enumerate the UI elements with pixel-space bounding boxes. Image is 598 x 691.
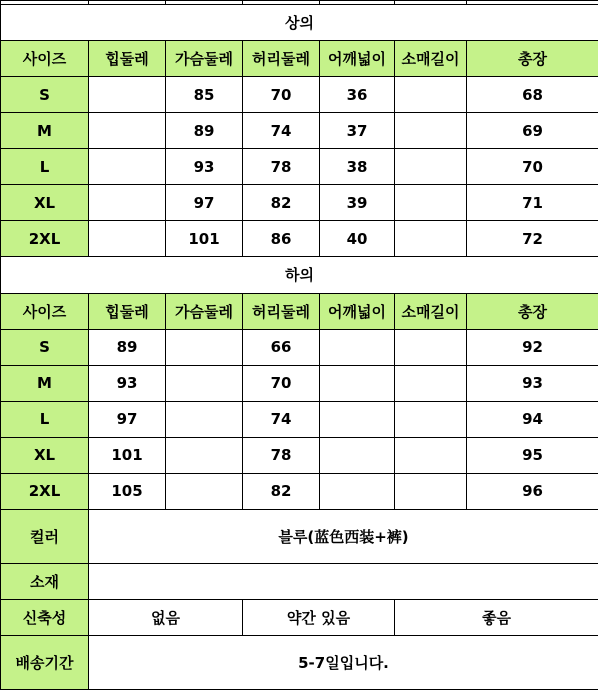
measurement-cell: 72 [467,221,598,257]
top-section-row [1,5,598,41]
measurement-cell: 93 [89,365,166,401]
measurement-cell [89,221,166,257]
measurement-cell: 36 [320,77,395,113]
measurement-cell [395,185,467,221]
measurement-cell: 40 [320,221,395,257]
measurement-cell: 70 [243,365,320,401]
measurement-cell: 105 [89,473,166,509]
measurement-cell [395,401,467,437]
delivery-value: 5-7일입니다. [89,635,598,689]
measurement-cell: 101 [89,437,166,473]
measurement-cell: 66 [243,329,320,365]
bottom-table [0,257,598,690]
top-header-cell: 총장 [467,41,598,77]
material-label: 소재 [1,563,89,599]
bottom-header-cell: 어깨넓이 [320,293,395,329]
measurement-cell: 38 [320,149,395,185]
size-label-cell: S [1,77,89,113]
measurement-cell: 70 [243,77,320,113]
size-label-cell: 2XL [1,473,89,509]
top-header-row [1,41,598,77]
bottom-header-cell: 힙둘레 [89,293,166,329]
color-row [1,509,598,563]
measurement-cell: 97 [89,401,166,437]
measurement-cell [395,149,467,185]
top-size-row [1,221,598,257]
measurement-cell: 96 [467,473,598,509]
bottom-size-row [1,365,598,401]
bottom-header-cell: 가슴둘레 [166,293,243,329]
measurement-cell [395,77,467,113]
measurement-cell: 95 [467,437,598,473]
bottom-header-cell: 사이즈 [1,293,89,329]
top-size-row [1,149,598,185]
measurement-cell [89,77,166,113]
delivery-label: 배송기간 [1,635,89,689]
measurement-cell [320,401,395,437]
measurement-cell: 101 [166,221,243,257]
color-label: 컬러 [1,509,89,563]
measurement-cell: 68 [467,77,598,113]
measurement-cell [89,185,166,221]
measurement-cell [395,113,467,149]
measurement-cell [166,473,243,509]
measurement-cell: 37 [320,113,395,149]
stretch-row [1,599,598,635]
bottom-size-row [1,329,598,365]
size-label-cell: XL [1,437,89,473]
measurement-cell: 97 [166,185,243,221]
top-header-cell: 허리둘레 [243,41,320,77]
stretch-label: 신축성 [1,599,89,635]
measurement-cell [166,365,243,401]
size-label-cell: S [1,329,89,365]
measurement-cell [320,437,395,473]
measurement-cell: 78 [243,437,320,473]
measurement-cell [395,437,467,473]
measurement-cell: 92 [467,329,598,365]
measurement-cell [320,365,395,401]
measurement-cell [395,329,467,365]
bottom-size-row [1,401,598,437]
measurement-cell: 78 [243,149,320,185]
measurement-cell: 69 [467,113,598,149]
measurement-cell [320,473,395,509]
measurement-cell [166,401,243,437]
measurement-cell: 70 [467,149,598,185]
measurement-cell: 74 [243,113,320,149]
measurement-cell [89,149,166,185]
size-table [0,0,598,257]
measurement-cell: 74 [243,401,320,437]
measurement-cell: 86 [243,221,320,257]
measurement-cell: 82 [243,185,320,221]
bottom-size-row [1,437,598,473]
material-row [1,563,598,599]
bottom-header-cell: 허리둘레 [243,293,320,329]
measurement-cell: 89 [166,113,243,149]
size-label-cell: L [1,401,89,437]
stretch-option-good: 좋음 [395,599,598,635]
color-value: 블루(蓝色西装+裤) [89,509,598,563]
bottom-section-row [1,257,598,293]
measurement-cell: 93 [467,365,598,401]
top-header-cell: 어깨넓이 [320,41,395,77]
top-size-row [1,77,598,113]
bottom-section-title: 하의 [1,257,598,293]
measurement-cell [395,473,467,509]
bottom-header-cell: 총장 [467,293,598,329]
top-section-title: 상의 [1,5,598,41]
top-header-cell: 가슴둘레 [166,41,243,77]
top-header-cell: 소매길이 [395,41,467,77]
size-label-cell: 2XL [1,221,89,257]
top-size-row [1,185,598,221]
top-header-cell: 힙둘레 [89,41,166,77]
bottom-header-row [1,293,598,329]
size-label-cell: M [1,113,89,149]
measurement-cell: 89 [89,329,166,365]
bottom-size-row [1,473,598,509]
material-value [89,563,598,599]
measurement-cell: 82 [243,473,320,509]
measurement-cell [320,329,395,365]
measurement-cell: 39 [320,185,395,221]
measurement-cell [395,365,467,401]
size-label-cell: M [1,365,89,401]
stretch-option-none: 없음 [89,599,243,635]
top-size-row [1,113,598,149]
size-label-cell: XL [1,185,89,221]
bottom-header-cell: 소매길이 [395,293,467,329]
size-label-cell: L [1,149,89,185]
measurement-cell: 85 [166,77,243,113]
measurement-cell [395,221,467,257]
stretch-option-some: 약간 있음 [243,599,395,635]
measurement-cell [166,329,243,365]
delivery-row [1,635,598,689]
measurement-cell: 93 [166,149,243,185]
measurement-cell: 71 [467,185,598,221]
top-header-cell: 사이즈 [1,41,89,77]
measurement-cell: 94 [467,401,598,437]
measurement-cell [89,113,166,149]
measurement-cell [166,437,243,473]
